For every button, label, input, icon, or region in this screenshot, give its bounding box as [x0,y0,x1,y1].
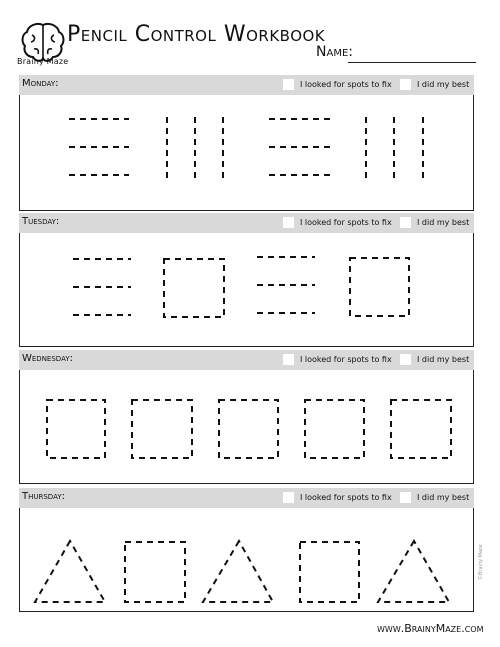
dashed-square [305,400,364,458]
checkbox-box[interactable] [283,217,294,228]
section-tuesday [19,213,474,347]
dashed-square [125,542,185,602]
tracing-area [19,95,474,211]
dashed-triangle [378,541,449,602]
checkbox-did-my-best[interactable] [400,492,469,503]
dashed-square [350,258,409,316]
dashed-square [164,259,224,317]
checkbox-did-my-best[interactable] [400,79,469,90]
tracing-area [19,370,474,484]
checkbox-did-my-best[interactable] [400,217,469,228]
page-title: Pencil Control Workbook [67,22,326,47]
checkbox-box[interactable] [400,79,411,90]
checkbox-box[interactable] [400,492,411,503]
website-footer: www.BrainyMaze.com [377,622,484,635]
section-wednesday [19,350,474,484]
checkbox-label: I looked for spots to fix [300,493,392,502]
dashed-square [132,400,192,458]
dashed-square [219,400,278,458]
section-header [19,488,474,508]
section-header [19,213,474,233]
section-monday [19,75,474,211]
checkbox-spots-to-fix[interactable] [283,217,392,228]
checkbox-box[interactable] [283,354,294,365]
checkbox-label: I did my best [417,355,470,364]
dashed-square [300,542,359,602]
day-label: Thursday: [22,491,65,502]
checkbox-label: I did my best [417,493,470,502]
section-header [19,75,474,95]
checkbox-label: I did my best [417,218,470,227]
name-label: Name: [316,44,353,60]
checkbox-label: I did my best [417,80,470,89]
checkbox-did-my-best[interactable] [400,354,469,365]
page-header [0,0,500,75]
checkbox-spots-to-fix[interactable] [283,354,392,365]
dashed-triangle [203,541,273,602]
dashed-square [47,400,105,458]
checkbox-label: I looked for spots to fix [300,355,392,364]
tracing-area [19,508,474,612]
section-header [19,350,474,370]
tracing-area [19,233,474,347]
day-label: Tuesday: [22,216,60,227]
checkbox-label: I looked for spots to fix [300,80,392,89]
day-label: Monday: [22,78,59,89]
dashed-triangle [35,541,105,602]
checkbox-box[interactable] [400,354,411,365]
name-field[interactable] [316,44,476,64]
checkbox-spots-to-fix[interactable] [283,79,392,90]
name-line[interactable] [348,62,476,63]
checkbox-box[interactable] [400,217,411,228]
section-thursday [19,488,474,612]
checkbox-spots-to-fix[interactable] [283,492,392,503]
brand-name: Brainy Maze [17,57,69,66]
day-label: Wednesday: [22,353,73,364]
copyright-note: ©Brainy Maze [478,544,484,580]
checkbox-label: I looked for spots to fix [300,218,392,227]
checkbox-box[interactable] [283,492,294,503]
dashed-square [391,400,451,458]
checkbox-box[interactable] [283,79,294,90]
